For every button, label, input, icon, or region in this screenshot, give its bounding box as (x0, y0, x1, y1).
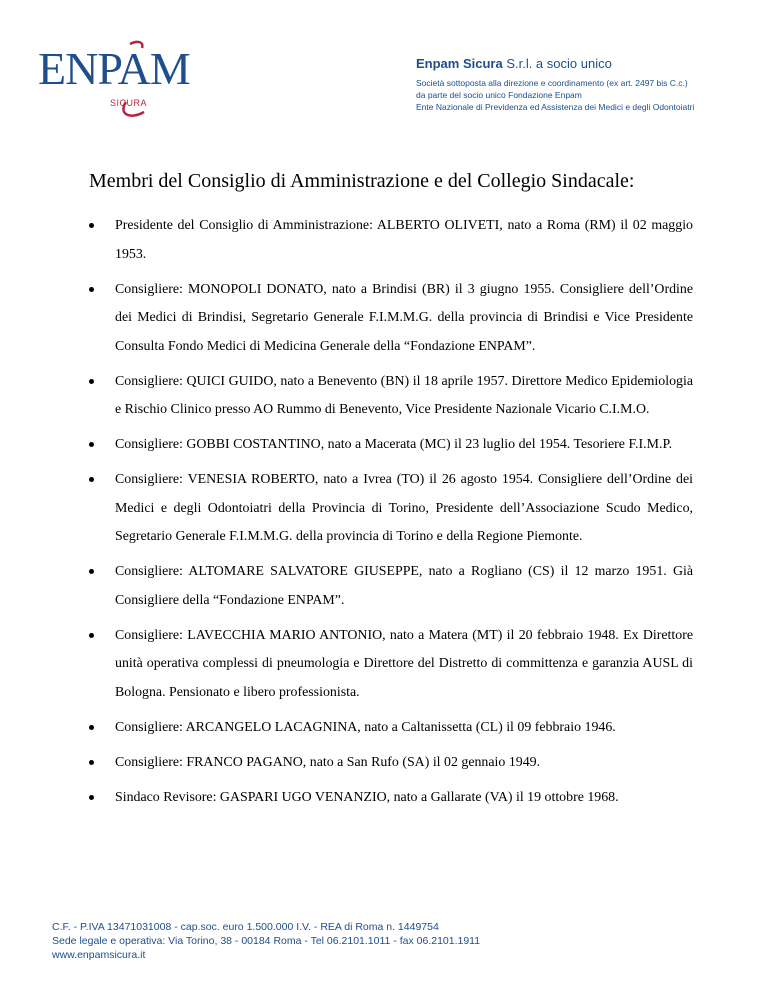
logo-wordmark: ENPAM (38, 43, 190, 94)
company-line-2: da parte del socio unico Fondazione Enpam (416, 90, 582, 100)
list-item (89, 784, 693, 813)
footer (52, 920, 480, 962)
member-text: Sindaco Revisore: GASPARI UGO VENANZIO, nato a Gallarate (VA) il 19 ottobre 1968. (115, 789, 619, 805)
member-text: Consigliere: MONOPOLI DONATO, nato a Brindisi (BR) il 3 giugno 1955. Consigliere dell’Ordine dei Medici di Brindisi, Segretario Generale F.I.M.M.G. della provincia di Brindisi e Vice Presidente Consulta Fondo Medici di Medicina Generale della “Fondazione ENPAM”. (115, 281, 693, 354)
company-name (416, 56, 694, 71)
bullet-icon (89, 477, 94, 482)
list-item (89, 622, 693, 708)
member-text: Presidente del Consiglio di Amministrazione: ALBERTO OLIVETI, nato a Roma (RM) il 02 maggio 1953. (115, 218, 693, 262)
member-text: Consigliere: ARCANGELO LACAGNINA, nato a Caltanissetta (CL) il 09 febbraio 1946. (115, 719, 616, 735)
list-item (89, 466, 693, 552)
bullet-icon (89, 725, 94, 730)
bullet-icon (89, 633, 94, 638)
bullet-icon (89, 379, 94, 384)
company-line-3: Ente Nazionale di Previdenza ed Assistenza dei Medici e degli Odontoiatri (416, 102, 695, 112)
list-item (89, 368, 693, 425)
bullet-icon (89, 287, 94, 292)
member-text: Consigliere: FRANCO PAGANO, nato a San Rufo (SA) il 02 gennaio 1949. (115, 754, 541, 770)
company-name-rest: S.r.l. a socio unico (502, 56, 612, 71)
member-text: Consigliere: LAVECCHIA MARIO ANTONIO, nato a Matera (MT) il 20 febbraio 1948. Ex Direttore unità operativa complessi di pneumologia e Direttore del Distretto di committenza e garanzia AUSL di Bologna. Pensionato e libero professionista. (115, 627, 693, 700)
members-list (89, 212, 693, 819)
bullet-icon (89, 569, 94, 574)
logo-subtext: SICURA (110, 98, 148, 108)
enpam-sicura-logo (38, 40, 208, 120)
list-item (89, 714, 693, 743)
list-item (89, 276, 693, 362)
list-item (89, 749, 693, 778)
list-item (89, 212, 693, 269)
bullet-icon (89, 442, 94, 447)
member-text: Consigliere: ALTOMARE SALVATORE GIUSEPPE, nato a Rogliano (CS) il 12 marzo 1951. Già Consigliere della “Fondazione ENPAM”. (115, 564, 693, 608)
company-info (416, 56, 694, 113)
list-item (89, 431, 693, 460)
member-text: Consigliere: VENESIA ROBERTO, nato a Ivrea (TO) il 26 agosto 1954. Consigliere dell’Ordine dei Medici e degli Odontoiatri della Provincia di Torino, Presidente dell’Associazione Scudo Medico, Segretario Generale F.I.M.M.G. della provincia di Torino e della Regione Piemonte. (115, 472, 693, 544)
member-text: Consigliere: QUICI GUIDO, nato a Benevento (BN) il 18 aprile 1957. Direttore Medico Epidemiologia e Rischio Clinico presso AO Rummo di Benevento, Vice Presidente Nazionale Vicario C.I.M.O. (115, 373, 693, 417)
bullet-icon (89, 760, 94, 765)
member-text: Consigliere: GOBBI COSTANTINO, nato a Macerata (MC) il 23 luglio del 1954. Tesoriere F.I.M.P. (115, 437, 673, 452)
list-item (89, 558, 693, 615)
footer-address-line: Sede legale e operativa: Via Torino, 38 - 00184 Roma - Tel 06.2101.1011 - fax 06.2101.1911 (52, 935, 481, 947)
company-line-1: Società sottoposta alla direzione e coordinamento (ex art. 2497 bis C.c.) (416, 78, 688, 88)
page-heading: Membri del Consiglio di Amministrazione e del Collegio Sindacale: (89, 170, 635, 192)
company-name-bold: Enpam Sicura (416, 56, 503, 71)
bullet-icon (89, 223, 94, 228)
footer-website-link[interactable]: www.enpamsicura.it (52, 949, 146, 961)
footer-legal-line: C.F. - P.IVA 13471031008 - cap.soc. euro 1.500.000 I.V. - REA di Roma n. 1449754 (52, 921, 439, 933)
bullet-icon (89, 795, 94, 800)
